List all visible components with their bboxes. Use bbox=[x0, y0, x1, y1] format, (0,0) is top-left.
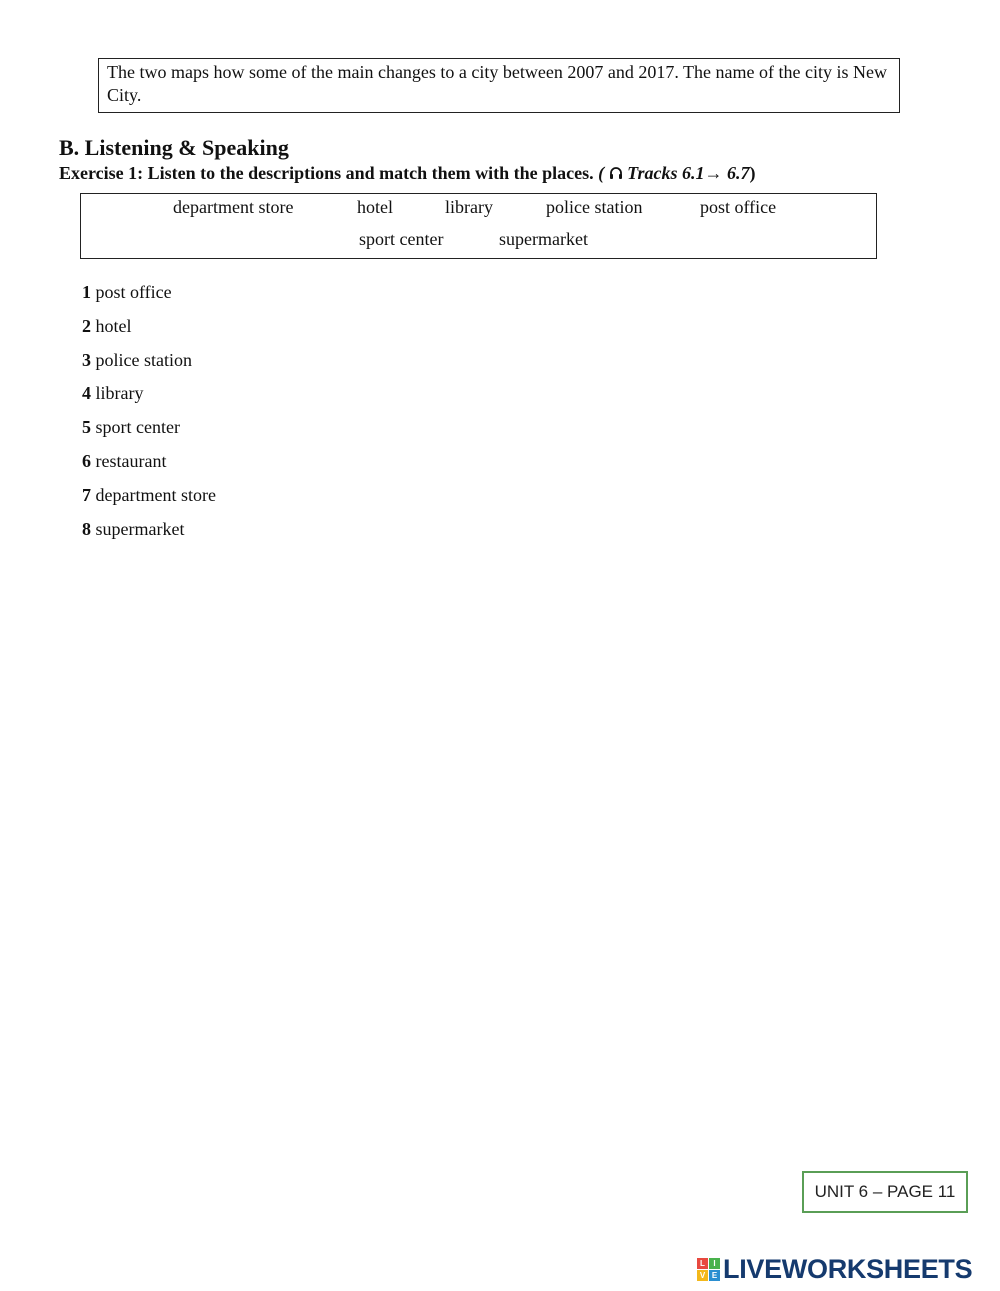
open-paren: ( bbox=[598, 163, 605, 183]
list-item bbox=[82, 281, 216, 315]
arrow-icon: → bbox=[704, 163, 723, 183]
tracks-text: Tracks 6.1 bbox=[627, 163, 705, 183]
logo-cell: E bbox=[709, 1270, 720, 1281]
headphones-icon bbox=[609, 166, 623, 180]
item-answer[interactable]: supermarket bbox=[95, 518, 185, 539]
item-number: 3 bbox=[82, 349, 91, 370]
item-answer[interactable]: post office bbox=[95, 282, 172, 302]
word-bank-item: department store bbox=[173, 197, 294, 217]
close-paren: ) bbox=[749, 163, 756, 183]
logo-grid-icon bbox=[697, 1258, 720, 1281]
list-item bbox=[82, 416, 216, 450]
item-number: 4 bbox=[82, 383, 91, 404]
intro-text-box bbox=[98, 58, 900, 113]
list-item bbox=[82, 518, 216, 552]
item-answer[interactable]: hotel bbox=[95, 315, 132, 336]
item-number: 1 bbox=[82, 282, 91, 302]
tracks-reference bbox=[598, 163, 749, 183]
word-bank-item: hotel bbox=[357, 197, 393, 217]
item-answer[interactable]: police station bbox=[95, 349, 192, 370]
list-item bbox=[82, 349, 216, 383]
item-answer[interactable]: sport center bbox=[95, 417, 180, 438]
list-item bbox=[82, 450, 216, 484]
liveworksheets-logo bbox=[697, 1252, 972, 1286]
list-item bbox=[82, 484, 216, 518]
answer-list bbox=[82, 281, 216, 551]
item-answer[interactable]: department store bbox=[95, 484, 216, 505]
word-bank-item: post office bbox=[700, 197, 777, 217]
item-number: 5 bbox=[82, 417, 91, 438]
page-number-box bbox=[802, 1171, 968, 1213]
exercise-title bbox=[59, 161, 755, 185]
word-bank-item: sport center bbox=[359, 229, 444, 249]
list-item bbox=[82, 382, 216, 416]
logo-cell: L bbox=[697, 1258, 708, 1269]
item-number: 7 bbox=[82, 484, 91, 505]
logo-cell: I bbox=[709, 1258, 720, 1269]
page-number-label: UNIT 6 – PAGE 11 bbox=[814, 1182, 956, 1201]
word-bank-item: library bbox=[445, 197, 493, 217]
logo-cell: V bbox=[697, 1270, 708, 1281]
intro-text: The two maps how some of the main changes to a city between 2007 and 2017. The name of the city is New City. bbox=[107, 62, 887, 105]
word-bank-item: police station bbox=[546, 197, 643, 217]
word-bank-item: supermarket bbox=[499, 229, 588, 249]
item-number: 8 bbox=[82, 518, 91, 539]
tracks-end: 6.7 bbox=[726, 163, 750, 183]
item-answer[interactable]: library bbox=[95, 383, 144, 404]
logo-text: LIVEWORKSHEETS bbox=[723, 1253, 973, 1284]
list-item bbox=[82, 315, 216, 349]
item-number: 6 bbox=[82, 450, 91, 471]
section-title: B. Listening & Speaking bbox=[59, 135, 289, 160]
exercise-instruction: Exercise 1: Listen to the descriptions and match them with the places. bbox=[59, 163, 594, 183]
item-answer[interactable]: restaurant bbox=[95, 450, 167, 471]
item-number: 2 bbox=[82, 315, 91, 336]
word-bank bbox=[80, 193, 877, 259]
